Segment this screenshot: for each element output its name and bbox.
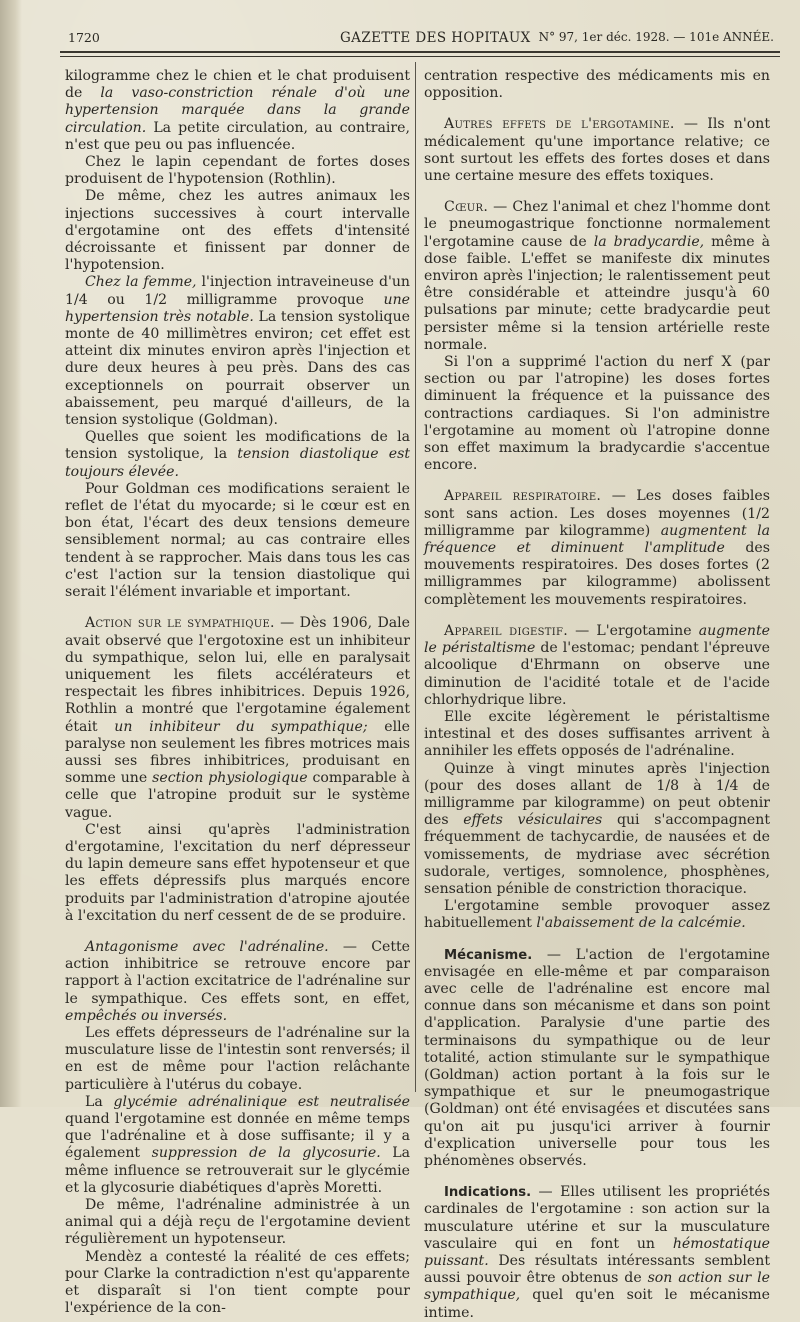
text: L'ergotamine semble provoquer assez habituellement xyxy=(424,898,770,932)
header-rule-thin xyxy=(60,56,780,57)
text: l'injection intraveineuse d'un 1/4 ou 1/2 milligramme provoque xyxy=(65,274,411,308)
journal-title: GAZETTE DES HOPITAUX xyxy=(340,30,531,46)
text: de l'estomac; pendant l'épreuve alcoolique d'Ehrmann on observe une diminution de l'acidité totale et de l'acide chlorhydrique libre. xyxy=(424,640,770,708)
emphasis: hémostatique puissant. xyxy=(424,1235,770,1269)
paragraph xyxy=(424,623,770,709)
section-heading: Action sur le sympathique. xyxy=(85,615,275,632)
paragraph xyxy=(65,274,410,429)
section-heading: Appareil respiratoire. xyxy=(444,488,602,505)
text: — Les doses faibles sont sans action. Les doses moyennes (1/2 milligramme par kilogramme) xyxy=(424,488,770,539)
section-heading: Autres effets de l'ergotamine. xyxy=(444,116,675,133)
paragraph: C'est ainsi qu'après l'administration d'ergotamine, l'excitation du nerf dépresseur du lapin demeure sans effet hypotenseur et que les effets dépressifs plus marqués encore produits par l'administration d'atropine ajoutée à l'excitation du nerf cessent de de se produire. xyxy=(65,821,410,924)
paragraph xyxy=(65,68,410,154)
text: — L'ergotamine xyxy=(568,622,699,639)
text: — Elles utilisent les propriétés cardinales de l'ergotamine : son action sur la musculature utérine et sur la musculature vasculaire qui en font un xyxy=(424,1184,770,1252)
paragraph xyxy=(424,488,770,608)
paragraph xyxy=(424,1184,770,1322)
paragraph: De même, chez les autres animaux les injections successives à court intervalle d'ergotamine ont des effets d'intensité décroissante et finissent par donner de l'hypotension. xyxy=(65,188,410,274)
text: — Chez l'animal et chez l'homme dont le pneumogastrique fonctionne normalement l'ergotamine cause de xyxy=(424,199,770,250)
emphasis: la bradycardie, xyxy=(593,233,705,250)
paragraph: De même, l'adrénaline administrée à un animal qui a déjà reçu de l'ergotamine devient régulièrement un hypotenseur. xyxy=(65,1197,410,1248)
emphasis: effets vésiculaires xyxy=(463,812,603,829)
emphasis: empêchés ou inversés. xyxy=(65,1007,228,1024)
emphasis: un inhibiteur du sympathique; xyxy=(114,718,368,735)
paragraph: Les effets dépresseurs de l'adrénaline sur la musculature lisse de l'intestin sont renversés; il en est de même pour l'action relâchante particulière à l'utérus du cobaye. xyxy=(65,1024,410,1093)
emphasis: la vaso-constriction rénale d'où une hypertension marquée dans la grande circulation. xyxy=(65,85,410,136)
emphasis: une hypertension très notable. xyxy=(65,291,410,325)
text: — Dès 1906, Dale avait observé que l'ergotoxine est un inhibiteur du sympathique, selon lui, elle en paralysait uniquement les filets accélérateurs et respectait les fibres inhibitrices. Depuis 1926, Rothlin a montré que l'ergotamine également était xyxy=(65,615,410,735)
running-header xyxy=(60,30,780,50)
text: La xyxy=(85,1093,114,1110)
emphasis: son action sur le sympathique, xyxy=(424,1270,770,1304)
text: kilogramme chez le chien et le chat produisent de xyxy=(65,68,410,102)
page-number: 1720 xyxy=(68,30,100,45)
text: Quinze à vingt minutes après l'injection (pour des doses allant de 1/8 à 1/4 de milligramme par kilogramme) on peut obtenir des xyxy=(424,760,770,829)
text: La tension systolique monte de 40 millimètres environ; cet effet est atteint dix minutes environ après l'injection et dure deux heures à peu près. Dans des cas exceptionnels on pourrait observer un abaissement, peu marqué d'ailleurs, de la tension systolique (Goldman). xyxy=(65,308,410,429)
emphasis: augmente le péristaltisme xyxy=(424,622,770,657)
section-heading: Indications. xyxy=(444,1185,532,1201)
emphasis: Chez la femme, xyxy=(85,274,197,291)
page-binding-shadow xyxy=(0,0,22,1107)
emphasis: tension diastolique est toujours élevée. xyxy=(65,446,410,480)
emphasis: suppression de la glycosurie. xyxy=(151,1145,381,1162)
text: quel qu'en soit le mécanisme intime. xyxy=(424,1287,770,1321)
emphasis: glycémie adrénalinique est neutralisée xyxy=(113,1093,410,1110)
paragraph: Chez le lapin cependant de fortes doses produisent de l'hypotension (Rothlin). xyxy=(65,154,410,188)
section-heading: Cœur. xyxy=(444,199,489,216)
text: — Cette action inhibitrice se retrouve encore par rapport à l'action excitatrice de l'adrénaline sur le sympathique. Ces effets sont, en effet, xyxy=(65,938,410,1007)
emphasis: section physiologique xyxy=(152,770,308,787)
text: quand l'ergotamine est donnée en même temps que l'adrénaline et à dose suffisante; il y a également xyxy=(65,1110,410,1162)
paragraph xyxy=(65,939,410,1025)
text: des mouvements respiratoires. Des doses fortes (2 milligrammes par kilogramme) abolissent complètement les mouvements respiratoires. xyxy=(424,540,770,608)
emphasis: l'abaissement de la calcémie. xyxy=(536,915,746,932)
paragraph xyxy=(65,615,410,821)
header-rule-thick xyxy=(60,51,780,53)
paragraph xyxy=(65,429,410,481)
paragraph: centration respective des médicaments mis en opposition. xyxy=(424,68,770,102)
section-heading: Mécanisme. xyxy=(444,947,533,963)
text: — L'action de l'ergotamine envisagée en elle-même et par comparaison avec celle de l'adrénaline est encore mal connue dans son mécanisme et dans son point d'application. Paralysie d'une partie des terminaisons du sympathique ou de leur totalité, action stimulante sur le sympathique (Goldman) action portant à la fois sur le sympathique et sur le pneumogastrique (Goldman) ont été envisagées et discutées sans qu'on ait pu jusqu'ici arriver à fournir d'explication universelle pour tous les phénomènes observés. xyxy=(424,946,770,1169)
text: qui s'accompagnent fréquemment de tachycardie, de nausées et de vomissements, de mydriase avec sécrétion sudorale, vertiges, somnolence, phosphènes, sensation pénible de constriction thoracique. xyxy=(424,812,770,897)
paragraph xyxy=(424,761,770,899)
paragraph xyxy=(65,1094,410,1197)
text: Quelles que soient les modifications de la tension systolique, la xyxy=(65,429,410,463)
paragraph xyxy=(424,116,770,185)
issue-info: N° 97, 1er déc. 1928. — 101e ANNÉE. xyxy=(538,30,774,44)
paragraph: Mendèz a contesté la réalité de ces effets; pour Clarke la contradiction n'est qu'apparente et disparaît si l'on tient compte pour l'expérience de la con- xyxy=(65,1248,410,1317)
text: elle paralyse non seulement les fibres motrices mais aussi ses fibres inhibitrices, produisant en somme une xyxy=(65,718,410,787)
paragraph: Elle excite légèrement le péristaltisme intestinal et des doses suffisantes arrivent à annihiler les effets opposés de l'adrénaline. xyxy=(424,708,770,760)
section-heading: Antagonisme avec l'adrénaline. xyxy=(85,938,329,955)
left-column xyxy=(65,68,410,1317)
section-heading: Appareil digestif. xyxy=(444,622,569,639)
paragraph xyxy=(424,199,770,354)
paragraph: Pour Goldman ces modifications seraient le reflet de l'état du myocarde; si le cœur est en bon état, l'écart des deux tensions demeure sensiblement normal; au cas contraire elles tendent à se rapprocher. Mais dans tous les cas c'est l'action sur la tension diastolique qui serait l'élément invariable et important. xyxy=(65,480,410,601)
column-separator xyxy=(415,62,416,1092)
text: même à dose faible. L'effet se manifeste dix minutes environ après l'injection; le ralentissement peut être considérable et atteindre jusqu'à 60 pulsations par minute; cette bradycardie peut persister même si la tension artérielle reste normale. xyxy=(424,233,771,353)
text: — Ils n'ont médicalement qu'une importance relative; ce sont surtout les effets des fortes doses et dans une certaine mesure des effets toxiques. xyxy=(424,116,770,185)
text: La petite circulation, au contraire, n'est que peu ou pas influencée. xyxy=(65,119,410,153)
emphasis: augmentent la fréquence et diminuent l'amplitude xyxy=(424,522,771,557)
paragraph xyxy=(424,947,770,1171)
text: La même influence se retrouverait sur le glycémie et la glycosurie diabétiques d'après Moretti. xyxy=(65,1145,410,1196)
paragraph: Si l'on a supprimé l'action du nerf X (par section ou par l'atropine) les doses fortes diminuent la fréquence et la puissance des contractions cardiaques. Si l'on administre l'ergotamine au moment où l'atropine donne son effet maximum la bradycardie s'accentue encore. xyxy=(424,354,770,474)
text: Des résultats intéressants semblent aussi pouvoir être obtenus de xyxy=(424,1253,770,1287)
paragraph xyxy=(424,898,770,932)
text: comparable à celle que l'atropine produit sur le système vague. xyxy=(65,770,410,821)
right-column xyxy=(424,68,770,1322)
